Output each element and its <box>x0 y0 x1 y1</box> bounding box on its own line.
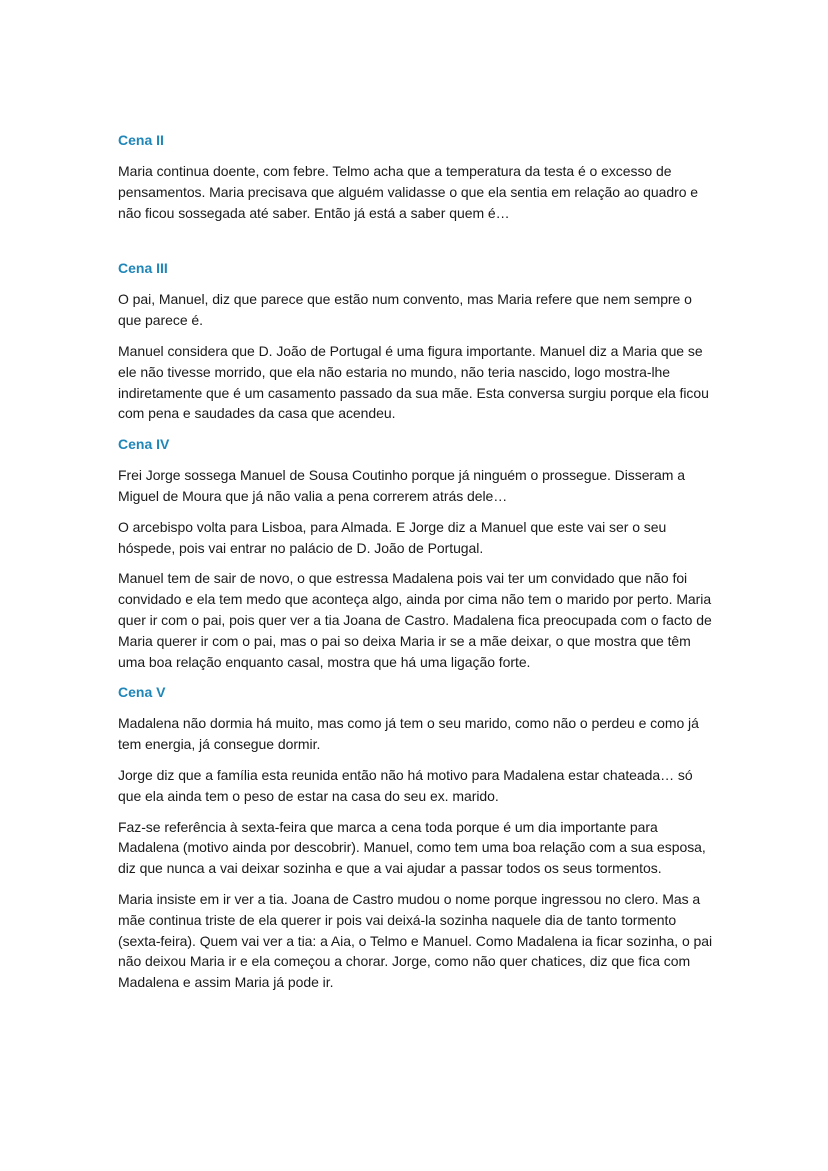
paragraph: Frei Jorge sossega Manuel de Sousa Coutinho porque já ninguém o prossegue. Disseram a Miguel de Moura que já não valia a pena correrem atrás dele… <box>118 467 685 504</box>
section-cena-iv <box>118 434 716 672</box>
section-cena-iii <box>118 258 716 424</box>
paragraph: Maria continua doente, com febre. Telmo acha que a temperatura da testa é o excesso de pensamentos. Maria precisava que alguém validasse o que ela sentia em relação ao quadro e não ficou sossegada até saber. Então já está a saber quem é… <box>118 163 699 221</box>
paragraph: O arcebispo volta para Lisboa, para Almada. E Jorge diz a Manuel que este vai ser o seu hóspede, pois vai entrar no palácio de D. João de Portugal. <box>118 518 667 556</box>
section-heading: Cena II <box>118 132 164 148</box>
section-cena-ii <box>118 130 716 223</box>
document-page <box>118 130 716 1003</box>
paragraph: Manuel tem de sair de novo, o que estressa Madalena pois vai ter um convidado que não foi convidado e ela tem medo que aconteça algo, ainda por cima não tem o marido por perto. Maria quer ir com o pai, pois quer ver a tia Joana de Castro. Madalena fica preocupada com o facto de Maria querer ir com o pai, mas o pai so deixa Maria ir se a mãe deixar, o que mostra que têm uma boa relação enquanto casal, mostra que há uma ligação forte. <box>118 570 712 670</box>
section-heading: Cena IV <box>118 436 170 453</box>
section-heading: Cena III <box>118 260 168 277</box>
paragraph: O pai, Manuel, diz que parece que estão num convento, mas Maria refere que nem sempre o que parece é. <box>118 291 692 329</box>
paragraph: Jorge diz que a família esta reunida então não há motivo para Madalena estar chateada… só que ela ainda tem o peso de estar na casa do seu ex. marido. <box>118 766 693 804</box>
paragraph: Manuel considera que D. João de Portugal é uma figura importante. Manuel diz a Maria que se ele não tivesse morrido, que ela não estaria no mundo, não teria nascido, logo mostra-lhe indiretamente que é um casamento passado da sua mãe. Esta conversa surgiu porque ela ficou com pena e saudades da casa que acendeu. <box>118 342 709 422</box>
paragraph: Madalena não dormia há muito, mas como já tem o seu marido, como não o perdeu e como já tem energia, já consegue dormir. <box>118 715 699 753</box>
paragraph: Faz-se referência à sexta-feira que marca a cena toda porque é um dia importante para Madalena (motivo ainda por descobrir). Manuel, como tem uma boa relação com a sua esposa, diz que nunca a vai deixar sozinha e que a vai ajudar a passar todos os seus tormentos. <box>118 818 706 877</box>
section-cena-v <box>118 682 716 993</box>
section-heading: Cena V <box>118 684 166 701</box>
paragraph: Maria insiste em ir ver a tia. Joana de Castro mudou o nome porque ingressou no clero. Mas a mãe continua triste de ela querer ir pois vai deixá-la sozinha naquele dia de tanto tormento (sexta-feira). Quem vai ver a tia: a Aia, o Telmo e Manuel. Como Madalena ia ficar sozinha, o pai não deixou Maria ir e ela começou a chorar. Jorge, como não quer chatices, diz que fica com Madalena e assim Maria já pode ir. <box>118 890 713 991</box>
